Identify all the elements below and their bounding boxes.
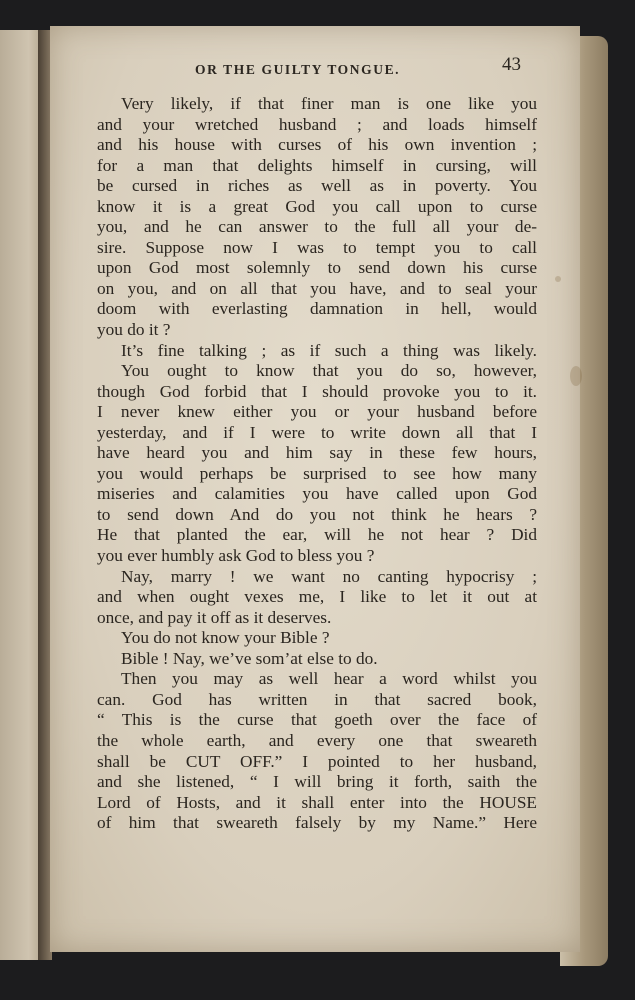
running-title: OR THE GUILTY TONGUE.	[195, 62, 401, 77]
text-line: Nay, marry ! we want no canting hypocrisy ;	[121, 566, 537, 586]
text-line: and his house with curses of his own invention ;	[97, 135, 537, 155]
book-page	[50, 26, 580, 952]
text-line: the whole earth, and every one that sweareth	[97, 730, 537, 750]
text-line: and when ought vexes me, I like to let it out at	[97, 587, 537, 607]
page-stain	[555, 276, 561, 282]
text-line: shall be CUT OFF.” I pointed to her husband,	[97, 751, 537, 771]
text-line: I never knew either you or your husband before	[97, 402, 537, 422]
body-text	[97, 94, 537, 834]
text-line: know it is a great God you call upon to curse	[97, 196, 537, 216]
text-line: “ This is the curse that goeth over the face of	[97, 710, 537, 730]
text-line: can. God has written in that sacred book,	[97, 689, 537, 709]
page-stain	[570, 366, 582, 386]
page-header	[50, 54, 580, 90]
text-line: and your wretched husband ; and loads himself	[97, 114, 537, 134]
text-line: He that planted the ear, will he not hear ? Did	[97, 525, 537, 545]
text-line: Bible ! Nay, we’ve som’at else to do.	[121, 648, 378, 668]
text-line: You ought to know that you do so, however,	[121, 361, 537, 381]
text-line: and she listened, “ I will bring it forth, saith the	[97, 772, 537, 792]
text-line: have heard you and him say in these few hours,	[97, 443, 537, 463]
text-line: for a man that delights himself in cursing, will	[97, 155, 537, 175]
text-line: Lord of Hosts, and it shall enter into the HOUSE	[97, 792, 537, 812]
text-line: Then you may as well hear a word whilst you	[121, 669, 537, 689]
page-number: 43	[502, 54, 521, 75]
text-line: once, and pay it off as it deserves.	[97, 607, 332, 627]
text-line: sire. Suppose now I was to tempt you to call	[97, 237, 537, 257]
text-line: of him that sweareth falsely by my Name.” Here	[97, 813, 537, 833]
text-line: be cursed in riches as well as in poverty. You	[97, 176, 537, 196]
text-line: doom with everlasting damnation in hell, would	[97, 299, 537, 319]
text-line: you would perhaps be surprised to see how many	[97, 463, 537, 483]
text-line: miseries and calamities you have called upon God	[97, 484, 537, 504]
text-line: yesterday, and if I were to write down all that I	[97, 422, 537, 442]
text-line: upon God most solemnly to send down his curse	[97, 258, 537, 278]
text-line: You do not know your Bible ?	[121, 628, 330, 648]
text-line: on you, and on all that you have, and to seal your	[97, 278, 537, 298]
text-line: Very likely, if that finer man is one like you	[121, 94, 537, 113]
text-line: It’s fine talking ; as if such a thing was likely.	[121, 340, 537, 360]
text-line: you ever humbly ask God to bless you ?	[97, 546, 375, 566]
text-line: you do it ?	[97, 320, 171, 340]
text-line: to send down And do you not think he hears ?	[97, 504, 537, 524]
text-line: you, and he can answer to the full all your de-	[97, 217, 537, 237]
text-line: though God forbid that I should provoke you to it.	[97, 381, 537, 401]
